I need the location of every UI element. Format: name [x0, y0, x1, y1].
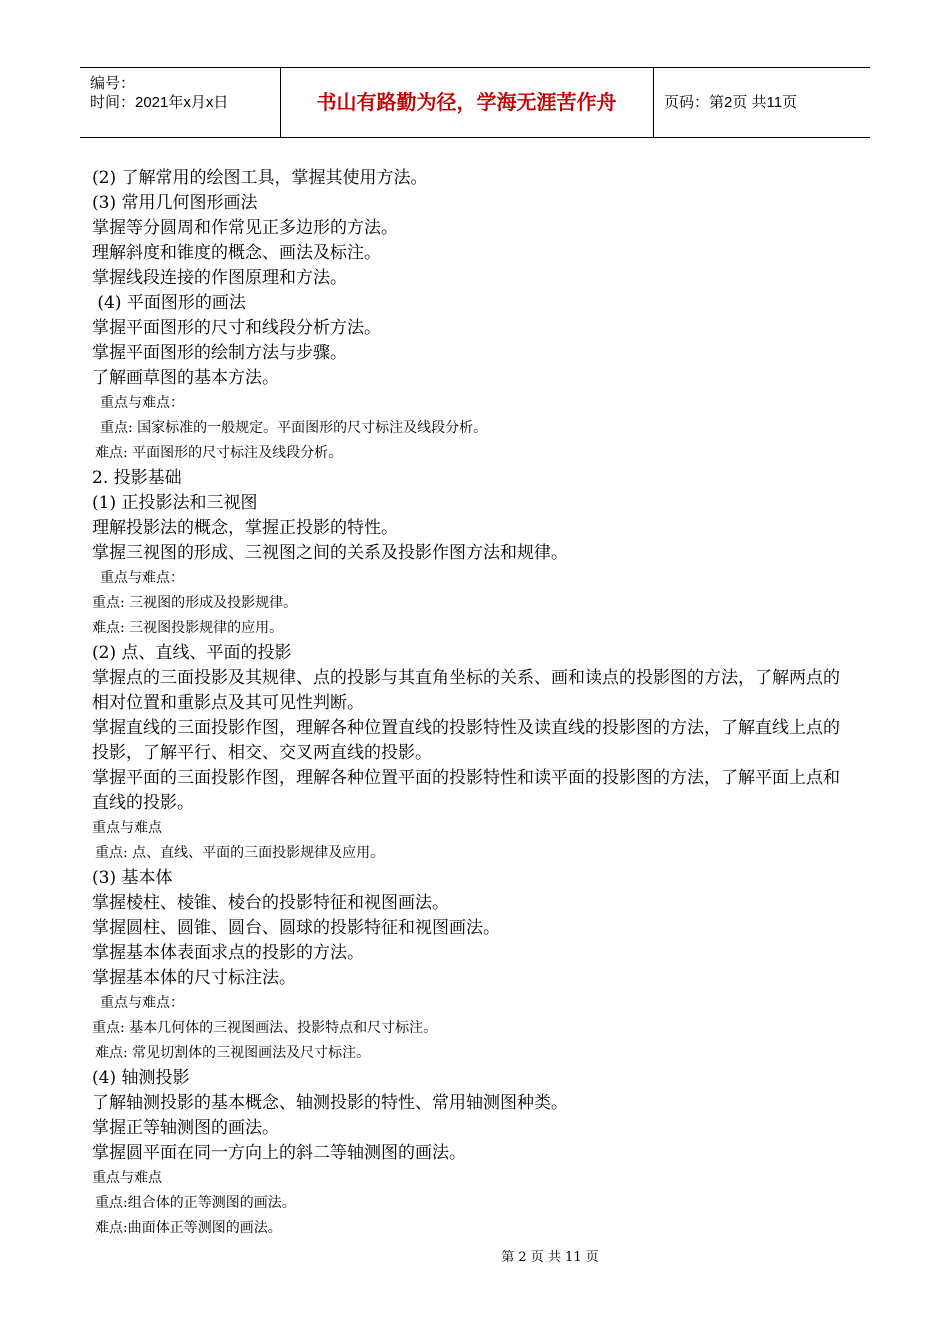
- key-points-label: 重点与难点：: [100, 570, 184, 586]
- difficulty-line: 难点: 平面图形的尺寸标注及线段分析。: [95, 445, 343, 461]
- body-paragraph: 掌握点的三面投影及其规律、点的投影与其直角坐标的关系、画和读点的投影图的方法，了解两点的相对位置和重影点及其可见性判断。: [92, 668, 840, 713]
- section-heading: (1) 正投影法和三视图: [92, 493, 258, 513]
- section-heading: (4) 平面图形的画法: [92, 293, 246, 313]
- body-line: 掌握基本体表面求点的投影的方法。: [92, 943, 364, 963]
- page-footer: 第 2 页 共 11 页: [501, 1250, 599, 1265]
- difficulty-line: 难点:曲面体正等测图的画法。: [95, 1220, 282, 1236]
- body-line: 理解投影法的概念，掌握正投影的特性。: [92, 518, 398, 538]
- section-heading: (4) 轴测投影: [92, 1068, 190, 1088]
- body-line: 掌握基本体的尺寸标注法。: [92, 968, 296, 988]
- body-line: 掌握棱柱、棱锥、棱台的投影特征和视图画法。: [92, 893, 449, 913]
- page-header: [80, 67, 870, 138]
- body-line: 掌握正等轴测图的画法。: [92, 1118, 279, 1138]
- key-point-line: 重点: 基本几何体的三视图画法、投影特点和尺寸标注。: [92, 1020, 438, 1036]
- body-line: 掌握等分圆周和作常见正多边形的方法。: [92, 218, 398, 238]
- key-point-line: 重点: 三视图的形成及投影规律。: [92, 595, 298, 611]
- body-line: (2) 了解常用的绘图工具，掌握其使用方法。: [92, 168, 428, 188]
- section-heading: (3) 常用几何图形画法: [92, 193, 258, 213]
- body-line: 掌握线段连接的作图原理和方法。: [92, 268, 347, 288]
- key-points-label: 重点与难点：: [100, 395, 184, 411]
- time-label: 时间：2021年x月x日: [90, 94, 229, 111]
- header-page-info: 页码：第2页 共11页: [664, 94, 798, 111]
- difficulty-line: 难点: 三视图投影规律的应用。: [92, 620, 284, 636]
- key-point-line: 重点:组合体的正等测图的画法。: [95, 1195, 296, 1211]
- key-points-label: 重点与难点：: [100, 995, 184, 1011]
- body-line: 掌握圆平面在同一方向上的斜二等轴测图的画法。: [92, 1143, 466, 1163]
- body-line: 掌握三视图的形成、三视图之间的关系及投影作图方法和规律。: [92, 543, 568, 563]
- difficulty-line: 难点: 常见切割体的三视图画法及尺寸标注。: [95, 1045, 371, 1061]
- body-paragraph: 掌握直线的三面投影作图，理解各种位置直线的投影特性及读直线的投影图的方法，了解直线上点的投影，了解平行、相交、交叉两直线的投影。: [92, 718, 840, 763]
- body-line: 掌握圆柱、圆锥、圆台、圆球的投影特征和视图画法。: [92, 918, 500, 938]
- body-line: 了解轴测投影的基本概念、轴测投影的特性、常用轴测图种类。: [92, 1093, 568, 1113]
- key-point-line: 重点: 点、直线、平面的三面投影规律及应用。: [95, 845, 385, 861]
- document-body: [92, 166, 852, 1241]
- key-point-line: 重点: 国家标准的一般规定。平面图形的尺寸标注及线段分析。: [100, 420, 488, 436]
- body-paragraph: 掌握平面的三面投影作图，理解各种位置平面的投影特性和读平面的投影图的方法，了解平面上点和直线的投影。: [92, 768, 840, 813]
- body-line: 了解画草图的基本方法。: [92, 368, 279, 388]
- body-line: 理解斜度和锥度的概念、画法及标注。: [92, 243, 381, 263]
- section-heading: (2) 点、直线、平面的投影: [92, 643, 292, 663]
- header-motto: 书山有路勤为径，学海无涯苦作舟: [316, 90, 617, 114]
- section-heading: (3) 基本体: [92, 868, 173, 888]
- key-points-label: 重点与难点: [92, 1170, 162, 1186]
- body-line: 掌握平面图形的尺寸和线段分析方法。: [92, 318, 381, 338]
- header-meta: [80, 68, 280, 137]
- chapter-heading: 2. 投影基础: [92, 468, 182, 488]
- body-line: 掌握平面图形的绘制方法与步骤。: [92, 343, 347, 363]
- key-points-label: 重点与难点: [92, 820, 162, 836]
- number-label: 编号：: [90, 75, 136, 92]
